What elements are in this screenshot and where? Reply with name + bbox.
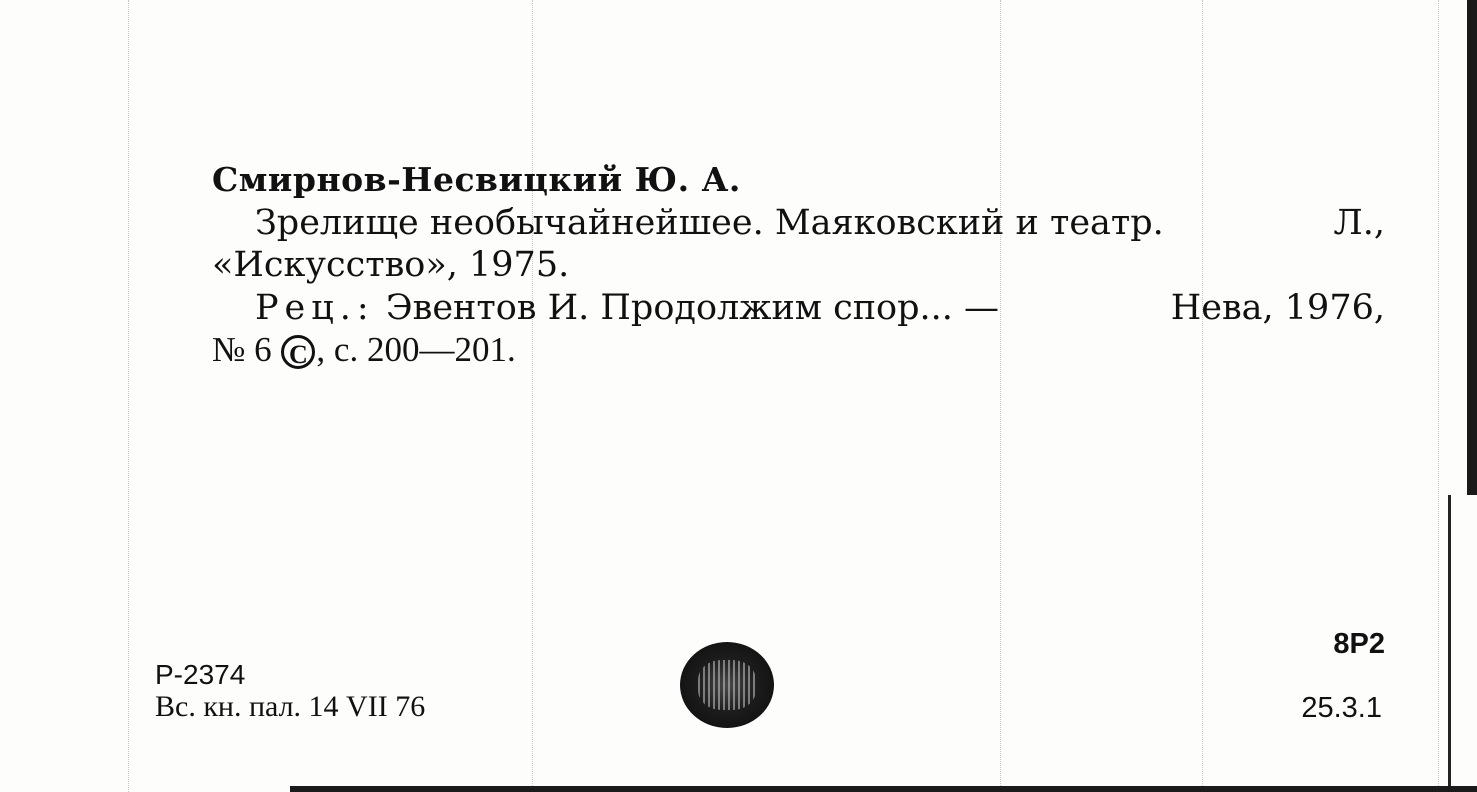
review-journal: Нева, 1976, — [1170, 288, 1385, 328]
card-edge-right — [1467, 0, 1477, 495]
scan-artifact — [128, 0, 129, 792]
review-pages: , с. 200—201. — [316, 330, 516, 369]
review-text: Эвентов И. Продолжим спор... — — [385, 288, 1000, 328]
scan-artifact — [532, 0, 533, 792]
issue-line — [212, 330, 516, 370]
scan-artifact — [1202, 0, 1203, 792]
shelf-mark: 8Р2 — [1333, 628, 1385, 660]
punch-hole-icon — [680, 642, 774, 728]
card-code: Р-2374 — [155, 659, 246, 690]
issue-number: № 6 — [212, 330, 272, 369]
chamber-stamp: Вс. кн. пал. 14 VII 76 — [155, 690, 426, 723]
author-heading: Смирнов-Несвицкий Ю. А. — [212, 160, 741, 199]
review-line — [255, 288, 1385, 328]
publication-city: Л., — [1333, 203, 1385, 243]
review-label: Рец.: — [255, 288, 375, 328]
card-edge-bottom — [290, 786, 1477, 792]
title-line — [255, 203, 1385, 243]
publisher-line: «Искусство», 1975. — [212, 245, 570, 285]
book-title: Зрелище необычайнейшее. Маяковский и театр. — [255, 203, 1164, 243]
classification-index: 25.3.1 — [1301, 692, 1382, 724]
punch-hole-texture — [698, 660, 756, 710]
copyright-icon: C — [281, 335, 315, 369]
card-edge-right-lower — [1448, 495, 1451, 792]
scan-artifact — [1438, 0, 1439, 792]
scan-artifact — [1000, 0, 1001, 792]
